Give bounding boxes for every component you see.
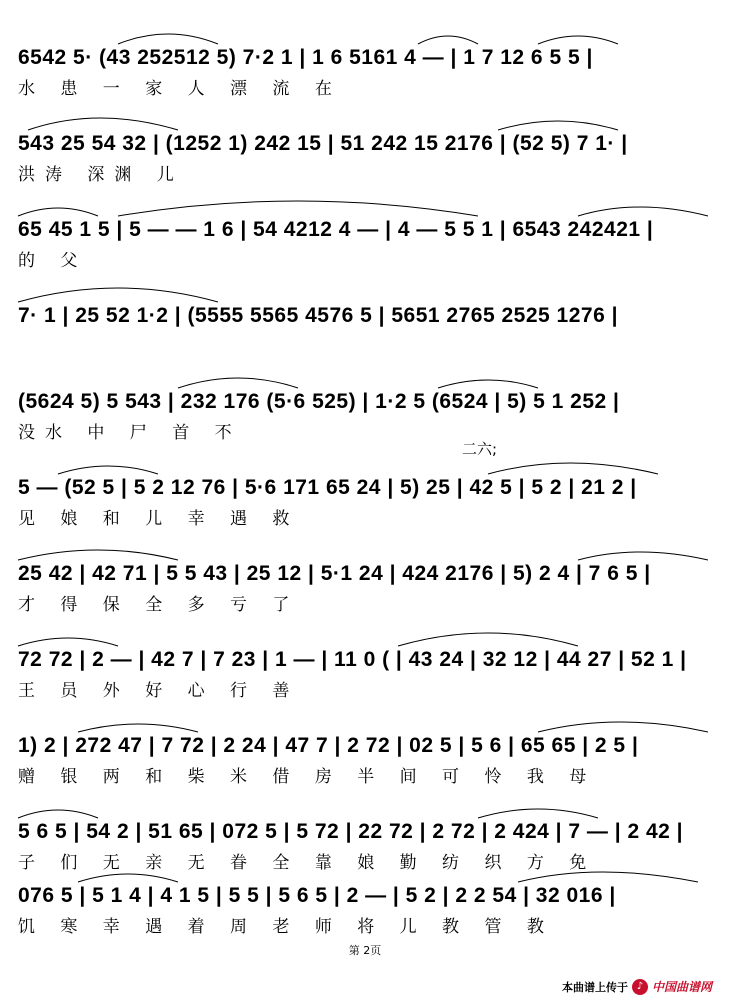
notation: 076 5 | 5 1 4 | 4 1 5 | 5 5 | 5 6 5 | 2 — | 5 2 | 2 2 54 | 32 016 | — [18, 884, 616, 907]
notation: 5 6 5 | 54 2 | 51 65 | 072 5 | 5 72 | 22 72 | 2 72 | 2 424 | 7 — | 2 42 | — [18, 820, 684, 843]
lyrics: 饥 寒 幸 遇 着 周 老 师 将 儿 教 管 教 — [18, 917, 554, 937]
lyrics: 洪涛 深渊 儿 — [18, 165, 184, 185]
notation: 543 25 54 32 | (1252 1) 242 15 | 51 242 15 2176 | (52 5) 7 1· | — [18, 132, 628, 155]
lyrics: 水 患 一 家 人 漂 流 在 — [18, 79, 342, 99]
site-name[interactable]: 中国曲谱网 — [651, 980, 712, 994]
lyrics: 子 们 无 亲 无 眷 全 靠 娘 勤 纺 织 方 免 — [18, 853, 597, 873]
notation: (5624 5) 5 543 | 232 176 (5·6 525) | 1·2 5 (6524 | 5) 5 1 252 | — [18, 390, 620, 413]
section-label: 二六; — [462, 440, 498, 458]
notation: 5 — (52 5 | 5 2 12 76 | 5·6 171 65 24 | 5) 25 | 42 5 | 5 2 | 21 2 | — [18, 476, 637, 499]
upload-credit — [562, 978, 712, 995]
site-logo-icon: ♪ — [632, 979, 648, 995]
notation: 65 45 1 5 | 5 — — 1 6 | 54 4212 4 — | 4 — 5 5 1 | 6543 242421 | — [18, 218, 654, 241]
notation: 7· 1 | 25 52 1·2 | (5555 5565 4576 5 | 5651 2765 2525 1276 | — [18, 304, 618, 327]
notation: 72 72 | 2 — | 42 7 | 7 23 | 1 — | 11 0 ( | 43 24 | 32 12 | 44 27 | 52 1 | — [18, 648, 687, 671]
notation: 6542 5· (43 252512 5) 7·2 1 | 1 6 5161 4 — | 1 7 12 6 5 5 | — [18, 46, 593, 69]
notation: 1) 2 | 272 47 | 7 72 | 2 24 | 47 7 | 2 72 | 02 5 | 5 6 | 65 65 | 2 5 | — [18, 734, 639, 757]
lyrics: 王 员 外 好 心 行 善 — [18, 681, 300, 701]
lyrics: 没水 中 尸 首 不 — [18, 423, 242, 443]
upload-text: 本曲谱上传于 — [561, 980, 628, 994]
lyrics: 赠 银 两 和 柴 米 借 房 半 间 可 怜 我 母 — [18, 767, 597, 787]
lyrics: 的 父 — [18, 251, 88, 271]
notation: 25 42 | 42 71 | 5 5 43 | 25 12 | 5·1 24 | 424 2176 | 5) 2 4 | 7 6 5 | — [18, 562, 651, 585]
page-number: 第 2页 — [348, 944, 382, 957]
lyrics: 才 得 保 全 多 亏 了 — [18, 595, 300, 615]
score-line — [18, 880, 718, 972]
lyrics — [18, 334, 718, 360]
lyrics: 见 娘 和 儿 幸 遇 救 — [18, 509, 300, 529]
